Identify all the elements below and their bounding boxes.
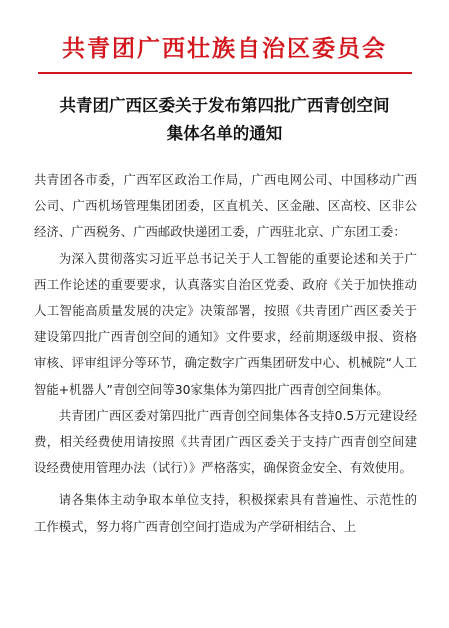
document-body: [34, 167, 417, 540]
document-title-line-1: 共青团广西区委关于发布第四批广西青创空间: [59, 96, 390, 115]
paragraph-3: 请各集体主动争取本单位支持，积极探索具有普遍性、示范性的工作模式，努力将广西青创空间打造成为产学研相结合、上: [34, 492, 417, 534]
paragraph-2: 共青团广西区委对第四批广西青创空间集体各支持0.5万元建设经费，相关经费使用请按照《共青团广西区委关于支持广西青创空间建设经费使用管理办法（试行）》严格落实，确保资金安全、有效使用。: [34, 407, 417, 476]
paragraph-1: 为深入贯彻落实习近平总书记关于人工智能的重要论述和关于广西工作论述的重要要求，认真落实自治区党委、政府《关于加快推动人工智能高质量发展的决定》决策部署，按照《共青团广西区委关于建设第四批广西青创空间的通知》文件要求，经前期逐级申报、资格审核、评审组评分等环节，确定数字广西集团研发中心、机械院“人工智能+机器人”青创空间等30家集体为第四批广西青创空间集体。: [34, 250, 417, 397]
document-title-line-2: 集体名单的通知: [166, 124, 283, 143]
salutation: 共青团各市委，广西军区政治工作局，广西电网公司、中国移动广西公司、广西机场管理集团团委，区直机关、区金融、区高校、区非公经济、广西税务、广西邮政快递团工委，广西驻北京、广东团工委：: [34, 172, 417, 240]
document-title: [24, 92, 425, 148]
letterhead-title: 共青团广西壮族自治区委员会: [62, 35, 387, 62]
letterhead-red-rule: [38, 72, 412, 74]
